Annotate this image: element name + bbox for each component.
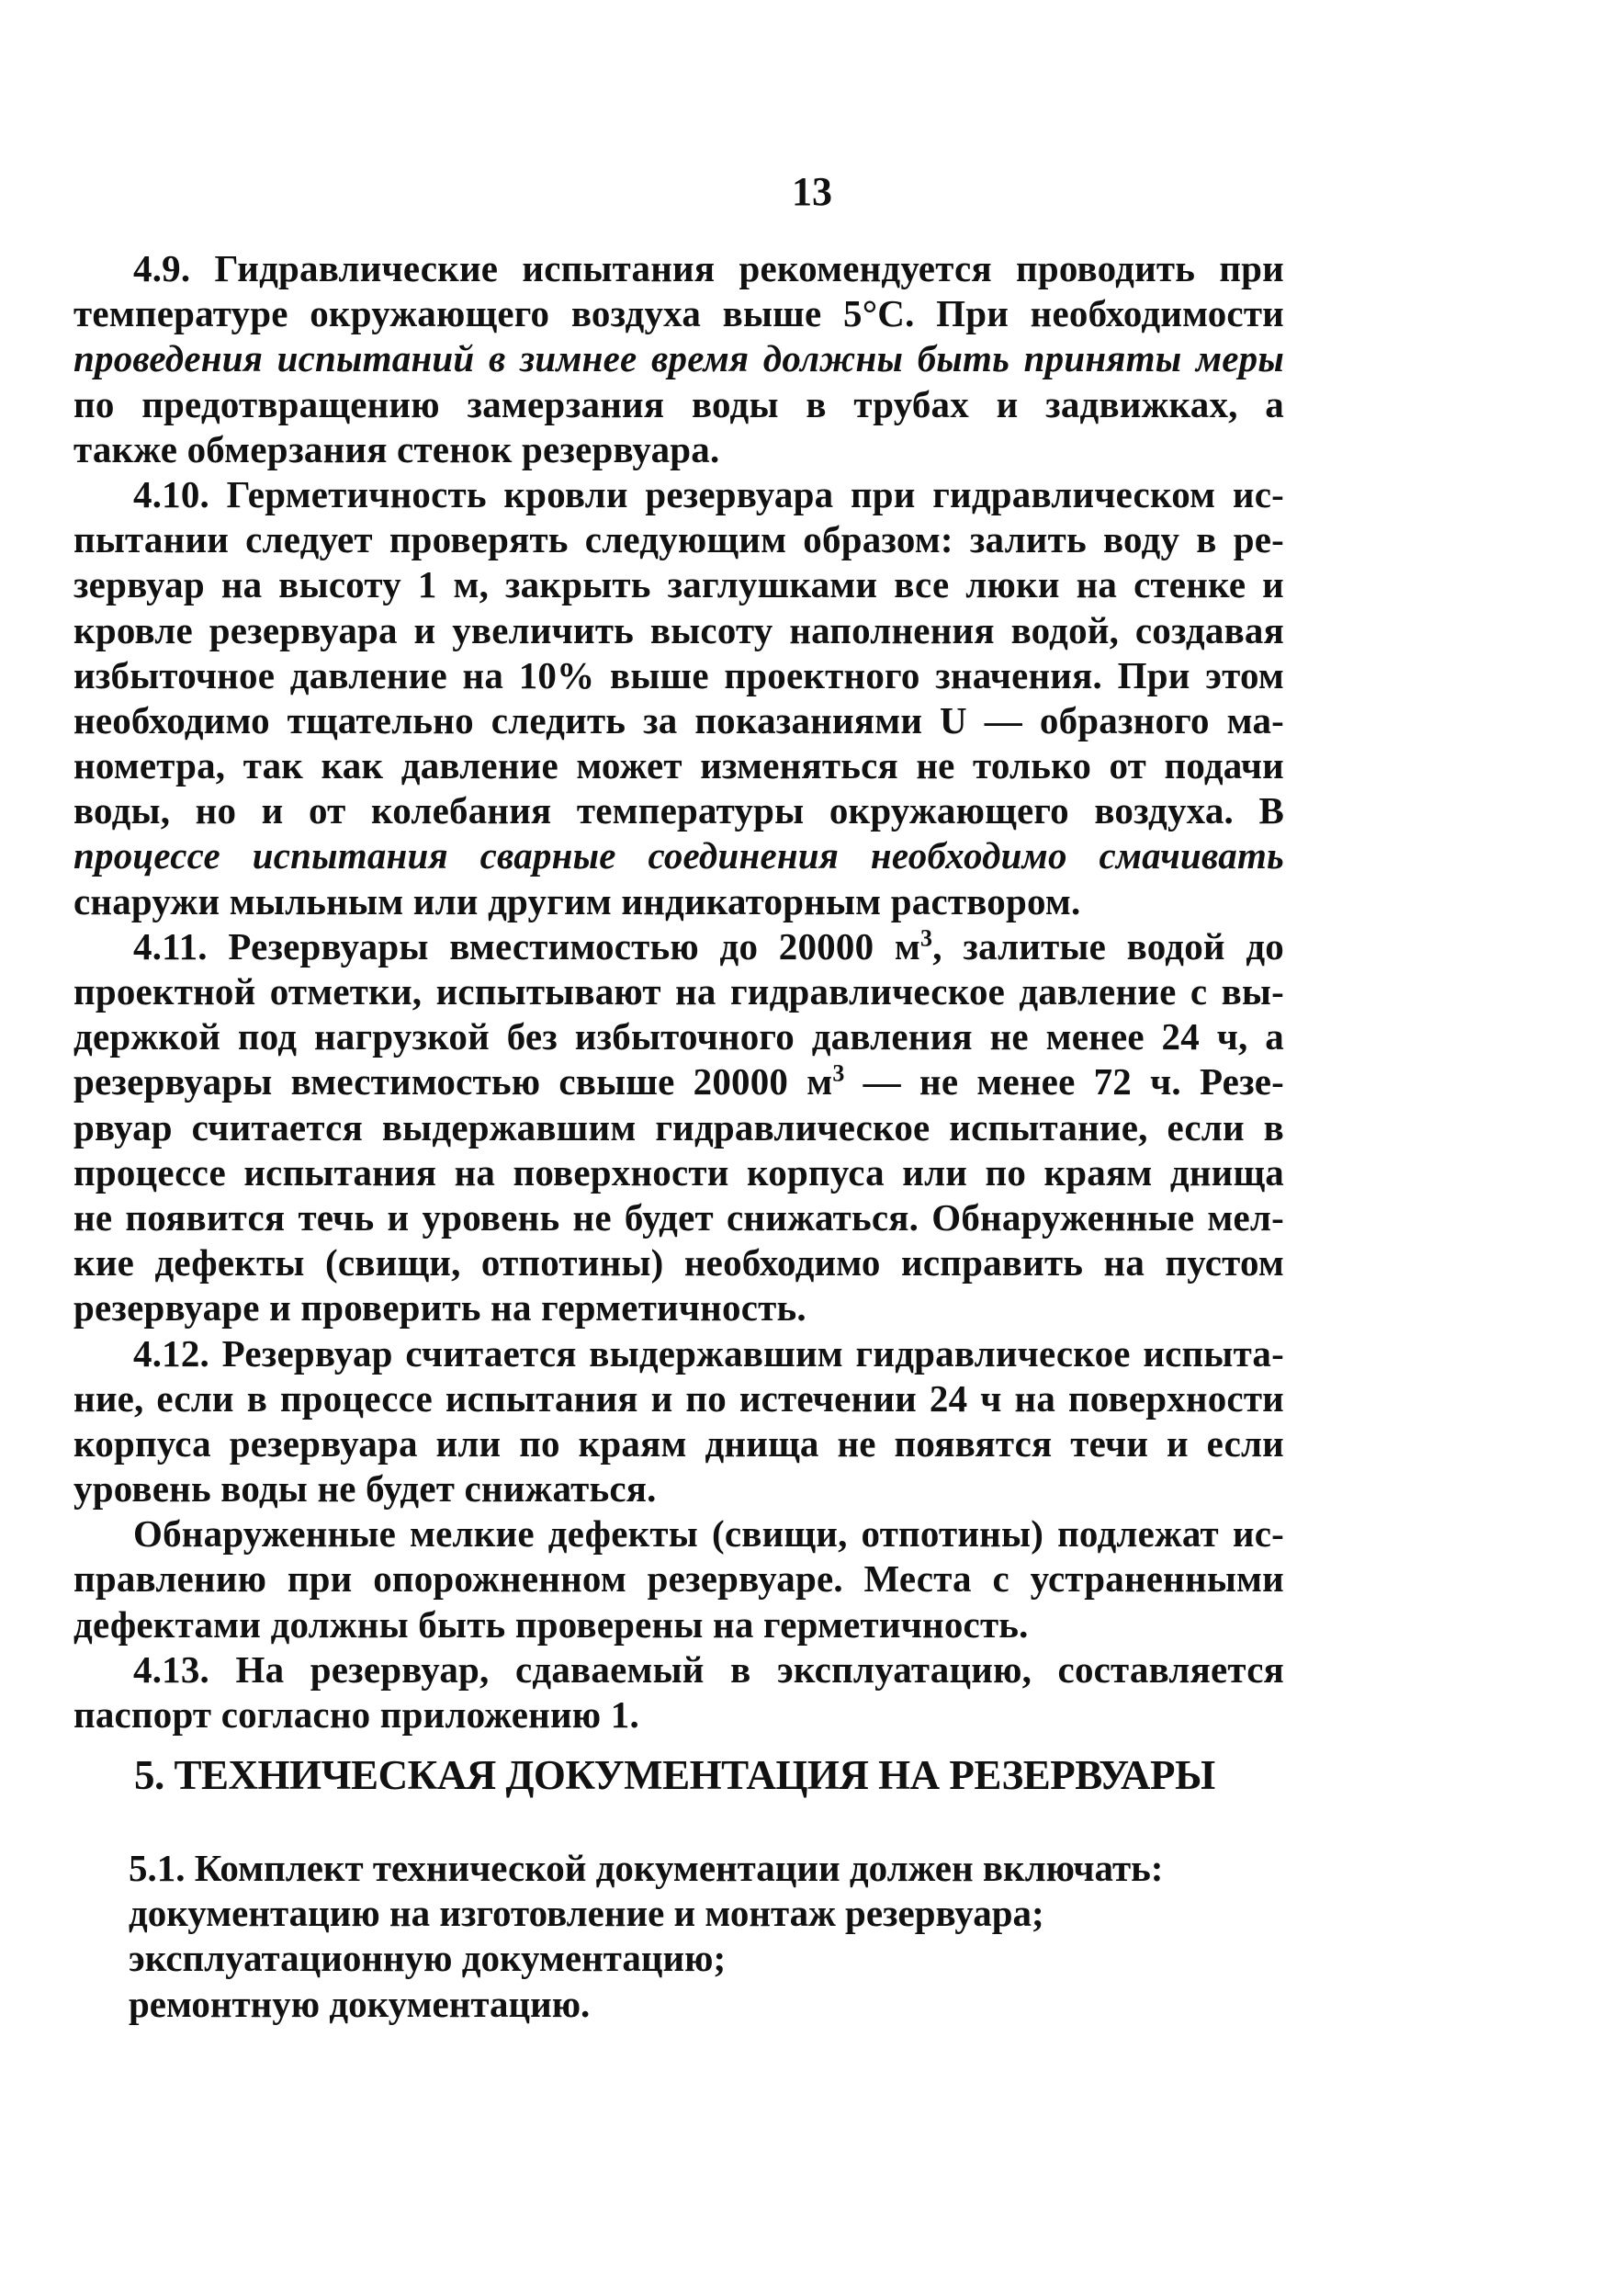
text-line: держкой под нагрузкой без избыточного давления не менее 24 ч, а bbox=[73, 1015, 1284, 1058]
text-line: снаружи мыльным или другим индикаторным раствором. bbox=[73, 879, 1081, 922]
text-line: процессе испытания на поверхности корпуса или по краям днища bbox=[73, 1150, 1284, 1194]
list-item: 5.1. Комплект технической документации должен включать: bbox=[129, 1847, 1164, 1889]
text-line: ние, если в процессе испытания и по истечении 24 ч на поверхности bbox=[73, 1376, 1284, 1420]
text-line: 4.10. Герметичность кровли резервуара при гидравлическом ис- bbox=[133, 472, 1284, 515]
text-line: резервуаре и проверить на герметичность. bbox=[73, 1286, 806, 1330]
text-line: Обнаруженные мелкие дефекты (свищи, отпотины) подлежат ис- bbox=[133, 1512, 1284, 1556]
text-line: нометра, так как давление может изменяться не только от подачи bbox=[73, 744, 1284, 787]
text-line bbox=[73, 833, 1284, 878]
paragraph-4-13 bbox=[73, 1647, 1284, 1737]
italic-text: процессе испытания сварные соединения необходимо смачивать bbox=[73, 834, 1284, 877]
paragraph-4-12-defects bbox=[73, 1511, 1284, 1647]
text-line: температуре окружающего воздуха выше 5°С. При необходимости bbox=[73, 292, 1284, 335]
italic-text: проведения испытаний в зимнее время должны быть приняты меры bbox=[73, 337, 1284, 380]
text-fragment: 4.11. Резервуары вместимостью до 20000 м bbox=[133, 924, 921, 968]
text-line: необходимо тщательно следить за показаниями U — образного ма- bbox=[73, 698, 1284, 741]
superscript: 3 bbox=[832, 1059, 845, 1087]
text-line: корпуса резервуара или по краям днища не появятся течи и если bbox=[73, 1421, 1284, 1465]
paragraph-4-12 bbox=[73, 1331, 1284, 1512]
text-line: кие дефекты (свищи, отпотины) необходимо исправить на пустом bbox=[73, 1241, 1284, 1284]
superscript: 3 bbox=[920, 924, 933, 952]
page-number: 13 bbox=[792, 169, 832, 214]
text-line bbox=[73, 924, 1284, 969]
paragraph-4-10 bbox=[73, 472, 1284, 924]
text-line: воды, но и от колебания температуры окружающего воздуха. В bbox=[73, 789, 1284, 832]
body-text bbox=[73, 246, 1284, 1737]
section-title: 5. ТЕХНИЧЕСКАЯ ДОКУМЕНТАЦИЯ НА РЕЗЕРВУАРЫ bbox=[134, 1752, 1215, 1798]
list-item: ремонтную документацию. bbox=[129, 1982, 591, 2025]
text-line: кровле резервуара и увеличить высоту наполнения водой, создавая bbox=[73, 608, 1284, 651]
text-line: пытании следует проверять следующим образом: залить воду в ре- bbox=[73, 518, 1284, 561]
text-line: 4.9. Гидравлические испытания рекомендуется проводить при bbox=[133, 247, 1284, 289]
text-line: по предотвращению замерзания воды в трубах и задвижках, а bbox=[73, 382, 1284, 425]
text-line bbox=[73, 336, 1284, 381]
text-line: зервуар на высоту 1 м, закрыть заглушками все люки на стенке и bbox=[73, 563, 1284, 606]
text-line: рвуар считается выдержавшим гидравлическое испытание, если в bbox=[73, 1105, 1284, 1149]
text-line: уровень воды не будет снижаться. bbox=[73, 1467, 657, 1511]
text-line: проектной отметки, испытывают на гидравлическое давление с вы- bbox=[73, 970, 1284, 1013]
text-line: не появится течь и уровень не будет снижаться. Обнаруженные мел- bbox=[73, 1195, 1284, 1239]
text-line: 4.13. На резервуар, сдаваемый в эксплуатацию, составляется bbox=[133, 1647, 1284, 1691]
paragraph-4-9 bbox=[73, 246, 1284, 472]
list-item: эксплуатационную документацию; bbox=[129, 1937, 727, 1980]
text-fragment: , залитые водой до bbox=[932, 924, 1285, 968]
text-line: правлению при опорожненном резервуаре. Места с устраненными bbox=[73, 1557, 1284, 1601]
paragraph-4-11 bbox=[73, 924, 1284, 1331]
text-line: паспорт согласно приложению 1. bbox=[73, 1693, 639, 1736]
text-line: дефектами должны быть проверены на герметичность. bbox=[73, 1602, 1029, 1646]
section-5-list bbox=[129, 1845, 1163, 2026]
text-fragment: резервуары вместимостью свыше 20000 м bbox=[73, 1060, 833, 1103]
list-item: документацию на изготовление и монтаж резервуара; bbox=[129, 1892, 1044, 1935]
text-line bbox=[73, 1059, 1284, 1104]
text-line: избыточное давление на 10% выше проектного значения. При этом bbox=[73, 653, 1284, 696]
text-line: также обмерзания стенок резервуара. bbox=[73, 427, 720, 470]
text-line: 4.12. Резервуар считается выдержавшим гидравлическое испыта- bbox=[133, 1331, 1284, 1375]
text-fragment: — не менее 72 ч. Резе- bbox=[844, 1060, 1284, 1103]
